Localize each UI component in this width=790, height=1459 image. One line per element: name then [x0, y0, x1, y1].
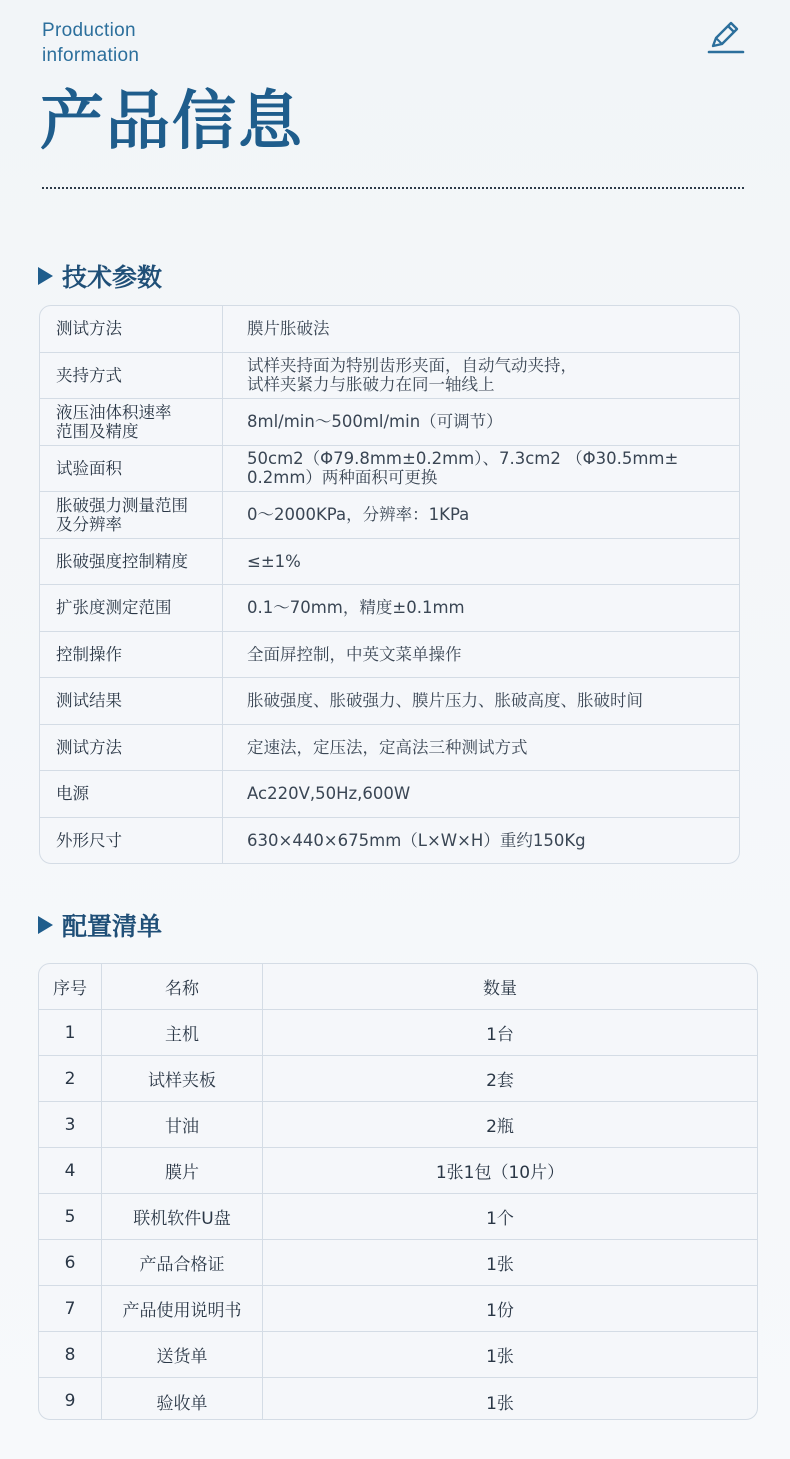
param-key: 夹持方式	[40, 353, 223, 399]
cell-index: 3	[39, 1102, 102, 1147]
table-row	[40, 306, 739, 353]
table-row	[40, 399, 739, 446]
table-row	[39, 1378, 757, 1420]
page-title: 产品信息	[40, 84, 304, 159]
cell-quantity: 1个	[486, 1209, 514, 1229]
cell-index: 4	[39, 1148, 102, 1193]
tech-params-table	[39, 305, 740, 864]
cell-name: 验收单	[102, 1378, 263, 1420]
cell-name: 主机	[102, 1010, 263, 1055]
table-row	[39, 1148, 757, 1194]
cell-quantity: 1台	[486, 1025, 514, 1045]
param-value: 胀破强度、胀破强力、膜片压力、胀破高度、胀破时间	[247, 691, 643, 711]
param-key: 胀破强力测量范围 及分辨率	[40, 492, 223, 538]
header-subtitle-en: Production information	[42, 20, 140, 66]
param-key: 测试结果	[40, 678, 223, 724]
cell-name: 产品合格证	[102, 1240, 263, 1285]
param-value: 膜片胀破法	[247, 319, 330, 339]
param-key: 液压油体积速率 范围及精度	[40, 399, 223, 445]
param-value: 定速法，定压法，定高法三种测试方式	[247, 737, 528, 757]
param-value: 8ml/min～500ml/min（可调节）	[247, 412, 503, 432]
config-list-table	[38, 963, 758, 1420]
table-row	[40, 632, 739, 679]
param-value: 630×440×675mm（L×W×H）重约150Kg	[247, 831, 586, 851]
table-row	[40, 678, 739, 725]
cell-name: 膜片	[102, 1148, 263, 1193]
cell-index: 8	[39, 1332, 102, 1377]
param-value: Ac220V,50Hz,600W	[247, 784, 411, 804]
cell-name: 送货单	[102, 1332, 263, 1377]
column-header: 名称	[102, 964, 263, 1009]
cell-index: 5	[39, 1194, 102, 1239]
cell-quantity: 2瓶	[486, 1117, 514, 1137]
table-row	[39, 1332, 757, 1378]
cell-index: 1	[39, 1010, 102, 1055]
table-row	[40, 492, 739, 539]
table-row	[39, 1010, 757, 1056]
pencil-edit-icon	[703, 18, 745, 58]
table-row	[40, 725, 739, 772]
table-row	[40, 818, 739, 865]
cell-index: 6	[39, 1240, 102, 1285]
config-list-heading	[38, 908, 162, 942]
table-row	[40, 353, 739, 400]
tech-params-heading	[38, 259, 162, 293]
param-key: 试验面积	[40, 446, 223, 492]
param-value: 全面屏控制，中英文菜单操作	[247, 644, 462, 664]
config-list-title: 配置清单	[62, 912, 163, 941]
table-row	[39, 1056, 757, 1102]
cell-name: 产品使用说明书	[102, 1286, 263, 1331]
cell-quantity: 1张	[486, 1255, 514, 1275]
triangle-bullet-icon	[38, 916, 53, 934]
table-row	[39, 1194, 757, 1240]
param-value: 0.1～70mm，精度±0.1mm	[247, 598, 465, 618]
param-key: 胀破强度控制精度	[40, 539, 223, 585]
tech-params-title: 技术参数	[62, 263, 163, 292]
table-row	[40, 446, 739, 493]
param-key: 控制操作	[40, 632, 223, 678]
cell-quantity: 2套	[486, 1071, 514, 1091]
table-header-row	[39, 964, 757, 1010]
param-key: 扩张度测定范围	[40, 585, 223, 631]
cell-index: 2	[39, 1056, 102, 1101]
divider	[42, 187, 744, 189]
table-row	[39, 1102, 757, 1148]
cell-index: 9	[39, 1378, 102, 1420]
cell-index: 7	[39, 1286, 102, 1331]
cell-name: 甘油	[102, 1102, 263, 1147]
table-row	[39, 1286, 757, 1332]
table-row	[39, 1240, 757, 1286]
param-key: 电源	[40, 771, 223, 817]
param-value: 试样夹持面为特别齿形夹面，自动气动夹持， 试样夹紧力与胀破力在同一轴线上	[247, 356, 577, 395]
param-key: 外形尺寸	[40, 818, 223, 865]
param-value: ≤±1%	[247, 551, 301, 571]
param-key: 测试方法	[40, 306, 223, 352]
cell-quantity: 1张	[486, 1347, 514, 1367]
cell-quantity: 1份	[486, 1301, 514, 1321]
cell-name: 试样夹板	[102, 1056, 263, 1101]
column-header: 数量	[483, 979, 517, 999]
param-value: 0～2000KPa，分辨率：1KPa	[247, 505, 470, 525]
param-value: 50cm2（Φ79.8mm±0.2mm）、7.3cm2 （Φ30.5mm± 0.2mm）两种面积可更换	[247, 449, 679, 488]
cell-quantity: 1张	[486, 1393, 514, 1414]
table-row	[40, 539, 739, 586]
cell-quantity: 1张1包（10片）	[435, 1163, 565, 1183]
param-key: 测试方法	[40, 725, 223, 771]
cell-name: 联机软件U盘	[102, 1194, 263, 1239]
table-row	[40, 585, 739, 632]
table-row	[40, 771, 739, 818]
triangle-bullet-icon	[38, 267, 53, 285]
column-header: 序号	[39, 964, 102, 1009]
